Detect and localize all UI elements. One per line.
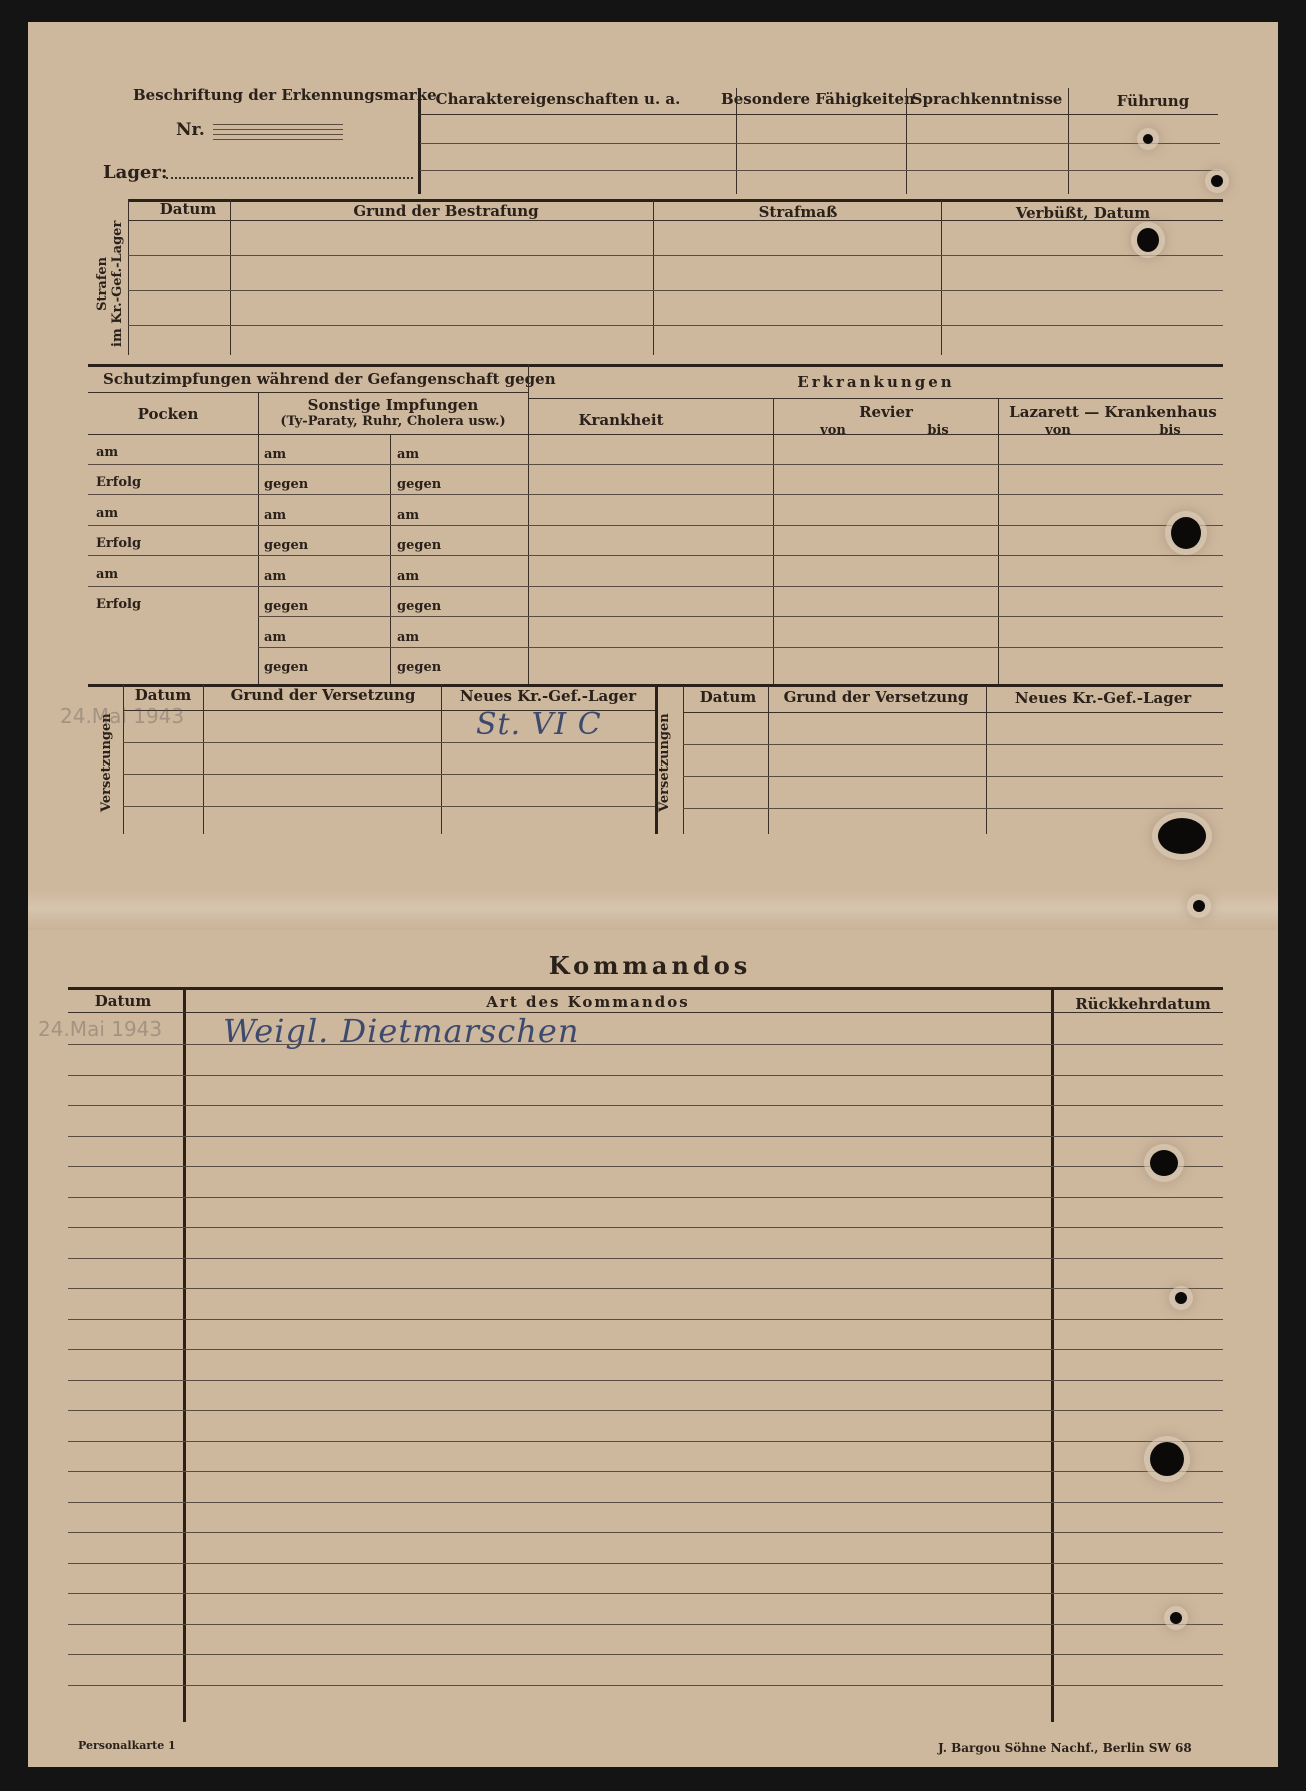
kommandos-row-line <box>68 1227 1223 1228</box>
col-sonstige-impfungen: Sonstige Impfungen <box>307 396 479 414</box>
kommando-date-stamp: 24.Mai 1943 <box>38 1017 163 1041</box>
kommandos-row-line <box>68 1471 1223 1472</box>
col-faehigkeiten: Besondere Fähigkeiten <box>721 90 915 108</box>
kommandos-title: Kommandos <box>548 951 752 980</box>
sonstige-gegen-3a: gegen <box>264 599 309 614</box>
col-krankheit: Krankheit <box>578 411 664 429</box>
kommando-entry-handwritten: Weigl. Dietmarschen <box>223 1012 580 1050</box>
form-name: Personalkarte 1 <box>78 1739 176 1752</box>
kommandos-col-rueckkehr: Rückkehrdatum <box>1075 995 1211 1013</box>
punch-hole <box>1211 175 1223 187</box>
sonstige-am-1b: am <box>397 447 420 462</box>
sonstige-gegen-2b: gegen <box>397 538 442 553</box>
vers-left-col-lager: Neues Kr.-Gef.-Lager <box>459 687 637 705</box>
col-verbuesst: Verbüßt, Datum <box>1015 204 1151 222</box>
punch-hole <box>1158 818 1206 854</box>
personalkarte-page <box>28 22 1278 1767</box>
col-grund-bestrafung: Grund der Bestrafung <box>353 202 539 220</box>
sonstige-gegen-2a: gegen <box>264 538 309 553</box>
lazarett-bis: bis <box>1159 423 1181 438</box>
kommandos-row-line <box>68 1258 1223 1259</box>
kommandos-row-line <box>68 1593 1223 1594</box>
col-charakter: Charaktereigenschaften u. a. <box>435 90 681 108</box>
col-revier: Revier <box>859 403 913 421</box>
versetzungen-side-label-right: Versetzungen <box>657 713 672 812</box>
sonstige-gegen-3b: gegen <box>397 599 442 614</box>
col-sprachen: Sprachkenntnisse <box>911 90 1063 108</box>
kommandos-row-line <box>68 1044 1223 1045</box>
pocken-erfolg-2: Erfolg <box>96 536 142 551</box>
sonstige-am-4b: am <box>397 630 420 645</box>
paper-fold <box>28 890 1278 930</box>
lazarett-von: von <box>1045 423 1071 438</box>
sonstige-am-1a: am <box>264 447 287 462</box>
kommandos-row-line <box>68 1197 1223 1198</box>
punch-hole <box>1170 1612 1182 1624</box>
punch-hole <box>1193 900 1205 912</box>
col-pocken: Pocken <box>137 405 199 423</box>
sonstige-am-2a: am <box>264 508 287 523</box>
vers-right-col-grund: Grund der Versetzung <box>783 688 969 706</box>
sonstige-gegen-4a: gegen <box>264 660 309 675</box>
kommandos-row-line <box>68 1349 1223 1350</box>
sonstige-gegen-4b: gegen <box>397 660 442 675</box>
versetzungen-side-label-left: Versetzungen <box>99 713 114 812</box>
kommandos-row-line <box>68 1075 1223 1076</box>
versetzung-lager-handwritten: St. VI C <box>476 707 602 742</box>
col-sonstige-detail: (Ty-Paraty, Ruhr, Cholera usw.) <box>280 414 506 429</box>
pocken-am-1: am <box>96 445 119 460</box>
kommandos-row-line <box>68 1532 1223 1533</box>
sonstige-gegen-1a: gegen <box>264 477 309 492</box>
col-fuehrung: Führung <box>1116 92 1190 110</box>
kommandos-row-line <box>68 1410 1223 1411</box>
revier-von: von <box>820 423 846 438</box>
erkennungsmarke-label: Beschriftung der Erkennungsmarke <box>133 86 437 104</box>
vers-left-col-datum: Datum <box>134 686 192 704</box>
kommandos-col-art: Art des Kommandos <box>486 993 690 1011</box>
sonstige-am-3b: am <box>397 569 420 584</box>
kommandos-row-line <box>68 1624 1223 1625</box>
kommandos-row-line <box>68 1685 1223 1686</box>
erkrankungen-title: Erkrankungen <box>797 373 955 391</box>
lager-field[interactable] <box>166 177 413 179</box>
col-datum: Datum <box>159 200 217 218</box>
pocken-erfolg-1: Erfolg <box>96 475 142 490</box>
sonstige-am-4a: am <box>264 630 287 645</box>
kommandos-row-line <box>68 1502 1223 1503</box>
sonstige-am-3a: am <box>264 569 287 584</box>
kommandos-row-line <box>68 1136 1223 1137</box>
kommandos-row-line <box>68 1288 1223 1289</box>
kommandos-row-line <box>68 1654 1223 1655</box>
col-strafmass: Strafmaß <box>758 203 838 221</box>
pocken-erfolg-3: Erfolg <box>96 597 142 612</box>
strafen-side-label: Strafen im Kr.-Gef.-Lager <box>95 220 125 347</box>
pocken-am-2: am <box>96 506 119 521</box>
lager-label: Lager: <box>103 162 168 183</box>
impfungen-title: Schutzimpfungen während der Gefangenschaft gegen <box>103 370 556 388</box>
revier-bis: bis <box>927 423 949 438</box>
vers-left-col-grund: Grund der Versetzung <box>230 686 416 704</box>
kommandos-row-line <box>68 1380 1223 1381</box>
kommandos-row-line <box>68 1105 1223 1106</box>
punch-hole <box>1150 1442 1184 1476</box>
nr-label: Nr. <box>176 120 205 140</box>
kommandos-row-line <box>68 1563 1223 1564</box>
sonstige-gegen-1b: gegen <box>397 477 442 492</box>
sonstige-am-2b: am <box>397 508 420 523</box>
punch-hole <box>1171 517 1201 549</box>
printer-imprint: J. Bargou Söhne Nachf., Berlin SW 68 <box>938 1741 1192 1755</box>
punch-hole <box>1175 1292 1187 1304</box>
kommandos-col-datum: Datum <box>94 992 152 1010</box>
vers-right-col-datum: Datum <box>699 688 757 706</box>
pocken-am-3: am <box>96 567 119 582</box>
kommandos-row-line <box>68 1166 1223 1167</box>
punch-hole <box>1137 228 1159 252</box>
kommandos-row-line <box>68 1441 1223 1442</box>
col-lazarett: Lazarett — Krankenhaus <box>1009 403 1217 421</box>
punch-hole <box>1150 1150 1178 1176</box>
versetzung-date-stamp: 24.Mai 1943 <box>60 704 185 728</box>
kommandos-row-line <box>68 1319 1223 1320</box>
vers-right-col-lager: Neues Kr.-Gef.-Lager <box>1014 689 1192 707</box>
punch-hole <box>1143 134 1153 144</box>
